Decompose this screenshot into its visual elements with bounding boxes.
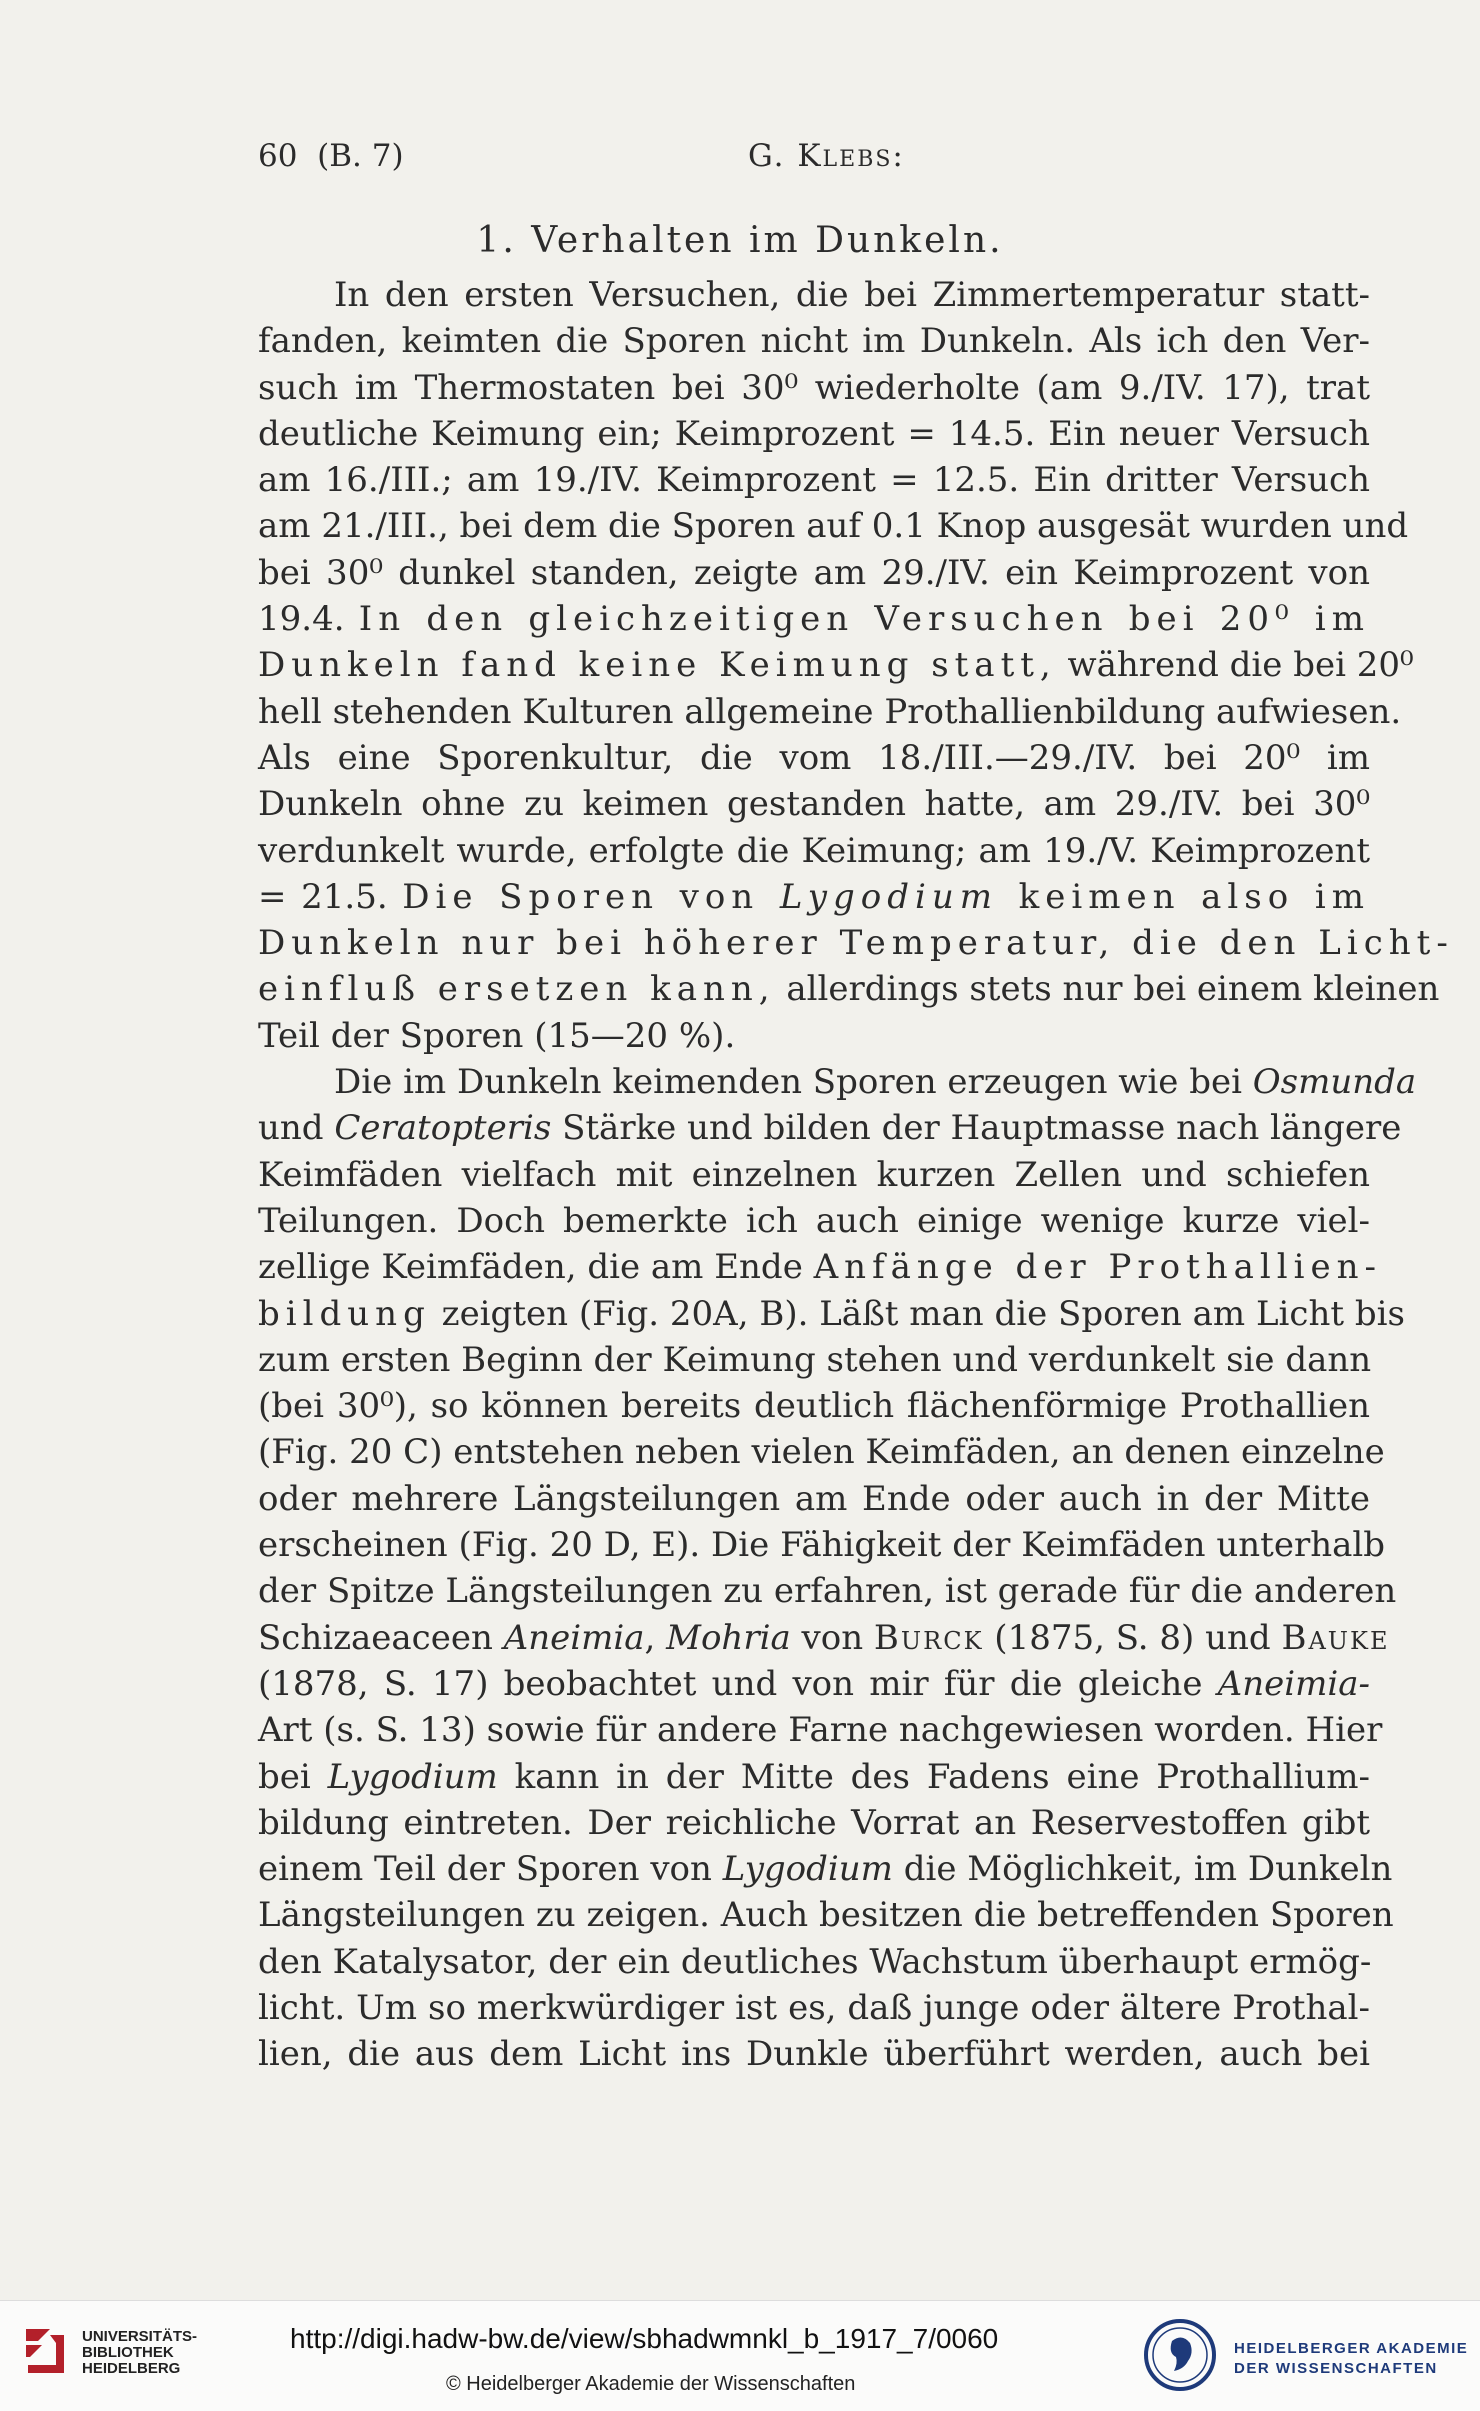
academy-name: [1234, 2339, 1468, 2379]
text-run: such im Thermostaten bei 30⁰ wiederholte (am 9./IV. 17), trat: [258, 367, 1370, 408]
text-run: am 16./III.; am 19./IV. Keimprozent = 12.5. Ein dritter Versuch: [258, 460, 1370, 501]
text-run: (1875, S. 8) und: [983, 1617, 1282, 1658]
text-run: bei 30⁰ dunkel standen, zeigte am 29./IV. ein Keimprozent von: [258, 552, 1370, 593]
text-line: [258, 874, 1370, 920]
text-line: [258, 1059, 1417, 1105]
text-run: zellige Keimfäden, die am Ende: [258, 1247, 814, 1288]
university-library-name: [82, 2329, 197, 2377]
text-line: [258, 920, 1454, 966]
spaced-text: keimen also im: [998, 876, 1370, 917]
text-line: [258, 1013, 1370, 1059]
text-run: oder mehrere Längsteilungen am Ende oder auch in der Mitte: [258, 1478, 1370, 1519]
text-line: [258, 966, 1440, 1012]
text-run: zum ersten Beginn der Keimung stehen und verdunkelt sie dann: [258, 1339, 1372, 1380]
library-line: UNIVERSITÄTS-: [82, 2328, 198, 2345]
text-run: bei: [258, 1756, 328, 1797]
genus-name: Lygodium: [327, 1756, 498, 1797]
text-run: zeigten (Fig. 20A, B). Läßt man die Sporen am Licht bis: [430, 1293, 1405, 1334]
text-run: deutliche Keimung ein; Keimprozent = 14.5. Ein neuer Versuch: [258, 413, 1370, 454]
section-ref: (B. 7): [317, 138, 404, 174]
text-line: [258, 1707, 1383, 1753]
text-line: [258, 1291, 1405, 1337]
spaced-text: Dunkeln nur bei höherer Temperatur, die den Licht-: [258, 923, 1454, 964]
spaced-text: bildung: [258, 1293, 431, 1334]
spaced-text: Dunkeln fand keine Keimung statt,: [258, 645, 1057, 686]
text-line: [258, 1568, 1397, 1614]
genus-name: Aneimia: [503, 1617, 645, 1658]
text-line: [258, 1800, 1370, 1846]
text-line: [258, 1337, 1370, 1383]
permalink-url[interactable]: http://digi.hadw-bw.de/view/sbhadwmnkl_b_1917_7/0060: [290, 2323, 999, 2354]
text-run: von: [790, 1617, 874, 1658]
text-run: der Spitze Längsteilungen zu erfahren, ist gerade für die anderen: [258, 1571, 1397, 1612]
viewer-footer: [0, 2300, 1480, 2411]
spaced-text: In den gleichzeitigen Versuchen bei 20⁰ im: [358, 599, 1371, 640]
author-name: Bauke: [1281, 1617, 1390, 1658]
text-run: Die im Dunkeln keimenden Sporen erzeugen wie bei: [334, 1062, 1253, 1103]
text-run: die Möglichkeit, im Dunkeln: [892, 1849, 1393, 1890]
text-line: [258, 411, 1370, 457]
spaced-text: Anfänge der Prothallien-: [813, 1247, 1383, 1288]
text-line: [258, 1661, 1370, 1707]
text-line: [258, 1522, 1385, 1568]
text-run: = 21.5.: [258, 876, 403, 917]
library-line: HEIDELBERG: [82, 2360, 181, 2377]
text-line: [258, 1476, 1370, 1522]
body-text: [258, 272, 1454, 2078]
academy-seal-icon: [1142, 2315, 1218, 2395]
text-line: [258, 1198, 1370, 1244]
academy-line: HEIDELBERGER AKADEMIE: [1234, 2340, 1469, 2357]
text-line: [258, 457, 1370, 503]
text-run: den Katalysator, der ein deutliches Wachstum überhaupt ermög-: [258, 1941, 1372, 1982]
text-line: [258, 503, 1409, 549]
text-run: kann in der Mitte des Fadens eine Prothallium-: [497, 1756, 1370, 1797]
text-line: [258, 1615, 1390, 1661]
spaced-text: einfluß ersetzen kann,: [258, 969, 776, 1010]
text-line: [258, 272, 1370, 318]
text-line: [258, 642, 1414, 688]
genus-name: Lygodium: [779, 876, 999, 917]
text-line: [258, 2031, 1370, 2077]
text-line: [258, 781, 1370, 827]
text-line: [258, 1985, 1370, 2031]
text-line: [258, 689, 1402, 735]
text-line: [258, 828, 1370, 874]
text-line: [258, 596, 1370, 642]
university-library-logo-icon: [20, 2321, 72, 2381]
text-line: [258, 1152, 1370, 1198]
text-run: Teil der Sporen (15—20 %).: [258, 1015, 736, 1056]
academy-line: DER WISSENSCHAFTEN: [1234, 2360, 1438, 2377]
text-run: (Fig. 20 C) entstehen neben vielen Keimfäden, an denen einzelne: [258, 1432, 1385, 1473]
genus-name: Ceratopteris: [334, 1108, 552, 1149]
text-line: [258, 1244, 1383, 1290]
text-run: Keimfäden vielfach mit einzelnen kurzen Zellen und schiefen: [258, 1154, 1370, 1195]
text-run: erscheinen (Fig. 20 D, E). Die Fähigkeit der Keimfäden unterhalb: [258, 1525, 1385, 1566]
text-run: lien, die aus dem Licht ins Dunkle überführt werden, auch bei: [258, 2034, 1370, 2075]
text-run: verdunkelt wurde, erfolgte die Keimung; am 19./V. Keimprozent: [258, 830, 1370, 871]
page-number-value: 60: [258, 138, 298, 174]
text-run: Art (s. S. 13) sowie für andere Farne nachgewiesen worden. Hier: [258, 1710, 1383, 1751]
text-run: ,: [644, 1617, 667, 1658]
text-line: [258, 365, 1370, 411]
genus-name: Osmunda: [1252, 1062, 1417, 1103]
library-line: BIBLIOTHEK: [82, 2344, 174, 2361]
text-run: bildung eintreten. Der reichliche Vorrat an Reservestoffen gibt: [258, 1802, 1370, 1843]
text-line: [258, 1846, 1393, 1892]
text-line: [258, 1892, 1394, 1938]
text-line: [258, 735, 1370, 781]
text-run: hell stehenden Kulturen allgemeine Prothallienbildung aufwiesen.: [258, 691, 1402, 732]
section-title: 1. Verhalten im Dunkeln.: [476, 220, 1004, 261]
text-run: (1878, S. 17) beobachtet und von mir für die gleiche: [258, 1663, 1218, 1704]
text-line: [258, 318, 1370, 364]
running-author: G. Klebs:: [748, 138, 905, 174]
genus-name: Aneimia-: [1217, 1663, 1370, 1704]
genus-name: Mohria: [666, 1617, 791, 1658]
text-line: [258, 1429, 1385, 1475]
genus-name: Lygodium: [722, 1849, 893, 1890]
spaced-text: Die Sporen von: [402, 876, 780, 917]
text-run: und: [258, 1108, 335, 1149]
text-run: allerdings stets nur bei einem kleinen: [775, 969, 1440, 1010]
copyright-notice: © Heidelberger Akademie der Wissenschaften: [446, 2373, 856, 2395]
text-line: [258, 1939, 1370, 1985]
text-line: [258, 1105, 1402, 1151]
text-run: 19.4.: [258, 599, 359, 640]
text-run: fanden, keimten die Sporen nicht im Dunkeln. Als ich den Ver-: [258, 321, 1370, 362]
text-run: Teilungen. Doch bemerkte ich auch einige wenige kurze viel-: [258, 1200, 1370, 1241]
text-run: licht. Um so merkwürdiger ist es, daß junge oder ältere Prothal-: [258, 1987, 1370, 2028]
author-name: Burck: [873, 1617, 984, 1658]
text-run: Schizaeaceen: [258, 1617, 504, 1658]
text-line: [258, 550, 1370, 596]
text-run: einem Teil der Sporen von: [258, 1849, 723, 1890]
page-number: [258, 138, 404, 174]
text-line: [258, 1754, 1370, 1800]
text-run: Stärke und bilden der Hauptmasse nach längere: [551, 1108, 1402, 1149]
text-run: Als eine Sporenkultur, die vom 18./III.—29./IV. bei 20⁰ im: [258, 737, 1370, 778]
text-run: In den ersten Versuchen, die bei Zimmertemperatur statt-: [334, 275, 1370, 315]
text-run: Längsteilungen zu zeigen. Auch besitzen die betreffenden Sporen: [258, 1895, 1394, 1936]
text-line: [258, 1383, 1370, 1429]
text-run: am 21./III., bei dem die Sporen auf 0.1 Knop ausgesät wurden und: [258, 506, 1409, 547]
text-run: Dunkeln ohne zu keimen gestanden hatte, am 29./IV. bei 30⁰: [258, 784, 1370, 825]
text-run: (bei 30⁰), so können bereits deutlich flächenförmige Prothallien: [258, 1386, 1370, 1427]
text-run: während die bei 20⁰: [1056, 645, 1414, 686]
